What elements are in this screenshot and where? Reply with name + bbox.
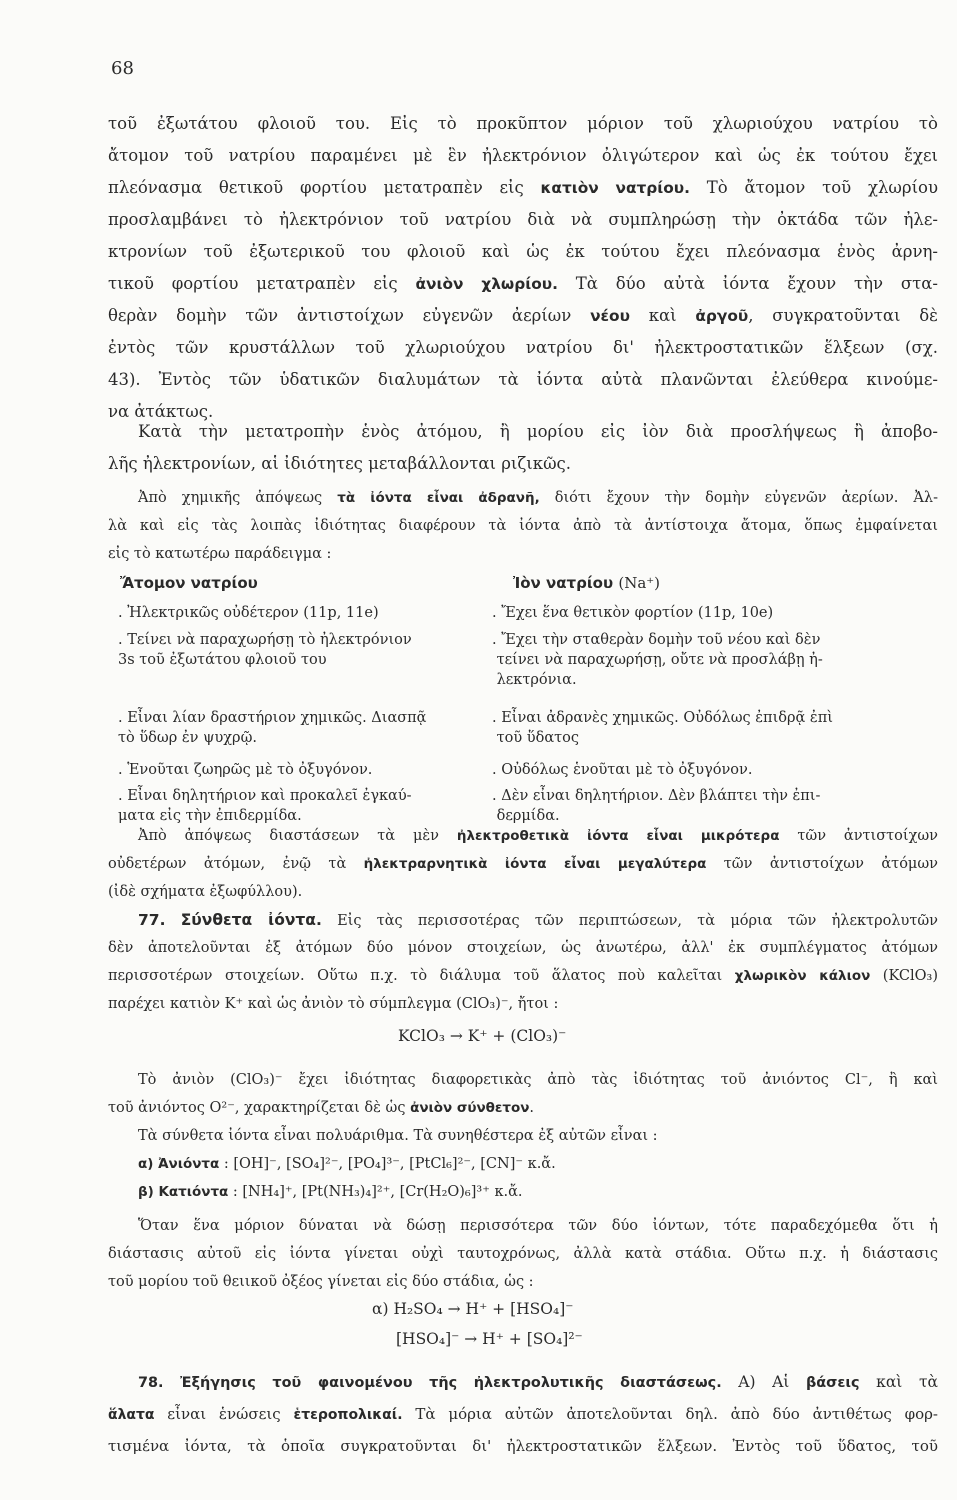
text-line: (ἰδὲ σχήματα ἐξωφύλλου). [108, 884, 303, 900]
text-line: ἄτομον τοῦ νατρίου παραμένει μὲ ἓν ἠλεκτρόνιον ὀλιγώτερον καὶ ὡς ἐκ τούτου ἔχει [108, 146, 938, 165]
text-line: ἅλατα εἶναι ἑνώσεις ἑτεροπολικαί. Τὰ μόρια αὐτῶν ἀποτελοῦνται δηλ. ἀπὸ δύο ἀντιθέτως φορ- [108, 1405, 938, 1423]
text-line: τικοῦ φορτίου μετατραπὲν εἰς ἀνιὸν χλωρίου. Τὰ δύο αὐτὰ ἰόντα ἔχουν τὴν στα- [108, 274, 938, 293]
text-line: παρέχει κατιὸν K⁺ καὶ ὡς ἀνιὸν τὸ σύμπλεγμα (ClO₃)⁻, ἤτοι : [108, 996, 559, 1012]
ion-row-1: . Ἔχει ἕνα θετικὸν φορτίον (11p, 10e) [492, 605, 774, 621]
text-line: οὐδετέρων ἀτόμων, ἐνῷ τὰ ἠλεκτραρνητικὰ ἰόντα εἶναι μεγαλύτερα τῶν ἀντιστοίχων ἀτόμων [108, 856, 938, 872]
text-line: να ἀτάκτως. [108, 402, 214, 421]
section-77-number: 77. [138, 911, 166, 929]
atom-row-2: . Τείνει νὰ παραχωρήσῃ τὸ ἠλεκτρόνιον 3s τοῦ ἐξωτάτου φλοιοῦ του [118, 632, 412, 668]
paragraph-chemical-view [108, 484, 938, 568]
section-78-number: 78. [138, 1375, 164, 1391]
text-line: προσλαμβάνει τὸ ἠλεκτρόνιον τοῦ νατρίου διὰ νὰ συμπληρώσῃ τὴν ὀκτάδα τῶν ἠλε- [108, 210, 938, 229]
section-77-title: Σύνθετα ἰόντα. [180, 911, 322, 929]
atom-row-5: . Εἶναι δηλητήριον καὶ προκαλεῖ ἐγκαύ- ματα εἰς τὴν ἐπιδερμίδα. [118, 788, 412, 824]
atom-row-1: . Ἠλεκτρικῶς οὐδέτερον (11p, 11e) [118, 605, 379, 621]
ion-row-2: . Ἔχει τὴν σταθερὰν δομὴν τοῦ νέου καὶ δὲν τείνει νὰ παραχωρήσῃ, οὔτε νὰ προσλάβῃ ἠ- λεκτρόνια. [492, 632, 823, 688]
text-line: Ἀπὸ ἀπόψεως διαστάσεων τὰ μὲν ἠλεκτροθετικὰ ἰόντα εἶναι μικρότερα τῶν ἀντιστοίχων [138, 828, 938, 844]
term-sodium-cation: κατιὸν νατρίου. [540, 179, 690, 197]
text-line: λῆς ἠλεκτρονίων, αἱ ἰδιότητες μεταβάλλονται ριζικῶς. [108, 454, 572, 473]
section-77-continued [108, 1066, 938, 1206]
text-line: ἐντὸς τῶν κρυστάλλων τοῦ χλωριούχου νατρίου δι' ἠλεκτροστατικῶν ἕλξεων (σχ. [108, 338, 938, 357]
text-line: 43). Ἐντὸς τῶν ὑδατικῶν διαλυμάτων τὰ ἰόντα αὐτὰ πλανῶνται ἐλεύθερα κινούμε- [108, 370, 938, 389]
text-line: δὲν ἀποτελοῦνται ἐξ ἀτόμων δύο μόνον στοιχείων, ὡς ἀνωτέρω, ἀλλ' ἐκ συμπλέγματος ἀτόμων [108, 940, 938, 956]
ion-row-5: . Δὲν εἶναι δηλητήριον. Δὲν βλάπτει τὴν ἐπι- δερμίδα. [492, 788, 821, 824]
text-line: θερὰν δομὴν τῶν ἀντιστοίχων εὐγενῶν ἀερίων νέου καὶ ἀργοῦ, συγκρατοῦνται δὲ [108, 306, 938, 325]
paragraph-ion-size [108, 822, 938, 906]
text-line: πλεόνασμα θετικοῦ φορτίου μετατραπὲν εἰς κατιὸν νατρίου. Τὸ ἄτομον τοῦ χλωρίου [108, 178, 938, 197]
text-line: κτρονίων τοῦ ἐξωτερικοῦ του φλοιοῦ καὶ ὡς ἐκ τούτου ἔχει πλεόνασμα ἑνὸς ἀρνη- [108, 242, 938, 261]
table-header-atom: Ἄτομον νατρίου [120, 574, 258, 592]
text-line: Ὅταν ἕνα μόριον δύναται νὰ δώσῃ περισσότερα τῶν δύο ἰόντων, τότε παραδεχόμεθα ὅτι ἡ [138, 1218, 938, 1234]
text-line: τοῦ ἀνιόντος O²⁻, χαρακτηρίζεται δὲ ὡς ἀνιὸν σύνθετον. [108, 1100, 535, 1116]
section-78 [108, 1366, 938, 1462]
text-line: τοῦ μορίου τοῦ θειικοῦ ὀξέος γίνεται εἰς δύο στάδια, ὡς : [108, 1274, 534, 1290]
text-line: Ἀπὸ χημικῆς ἀπόψεως τὰ ἰόντα εἶναι ἀδρανῆ, διότι ἔχουν τὴν δομὴν εὐγενῶν ἀερίων. Ἀλ- [138, 490, 938, 506]
ion-row-4: . Οὐδόλως ἑνοῦται μὲ τὸ ὀξυγόνον. [492, 762, 753, 778]
ion-row-3: . Εἶναι ἀδρανὲς χημικῶς. Οὐδόλως ἐπιδρᾷ ἐπὶ τοῦ ὕδατος [492, 710, 833, 746]
page-number: 68 [111, 58, 134, 79]
section-77-heading-line: 77. Σύνθετα ἰόντα. Εἰς τὰς περισσοτέρας τῶν περιπτώσεων, τὰ μόρια τῶν ἠλεκτρολυτῶν [138, 911, 938, 929]
equation-h2so4-step1: α) H₂SO₄ → H⁺ + [HSO₄]⁻ [372, 1300, 574, 1318]
text-line: λὰ καὶ εἰς τὰς λοιπὰς ἰδιότητας διαφέρουν τὰ ἰόντα ἀπὸ τὰ ἀντίστοιχα ἄτομα, ὅπως ἐμφαίνεται [108, 518, 938, 534]
text-line: Τὸ ἀνιὸν (ClO₃)⁻ ἔχει ἰδιότητας διαφορετικὰς ἀπὸ τὰς ἰδιότητας τοῦ ἀνιόντος Cl⁻, ἢ καὶ [138, 1072, 938, 1088]
atom-row-3: . Εἶναι λίαν δραστήριον χημικῶς. Διασπᾷ τὸ ὕδωρ ἐν ψυχρῷ. [118, 710, 427, 746]
text-line: τισμένα ἰόντα, τὰ ὁποῖα συγκρατοῦνται δι' ἠλεκτροστατικῶν ἕλξεων. Ἐντὸς τοῦ ὕδατος, τοῦ [108, 1437, 938, 1455]
anions-line: α) Ἀνιόντα : [OH]⁻, [SO₄]²⁻, [PO₄]³⁻, [PtCl₆]²⁻, [CN]⁻ κ.ἄ. [138, 1156, 556, 1172]
equation-h2so4-step2: [HSO₄]⁻ → H⁺ + [SO₄]²⁻ [396, 1330, 583, 1348]
text-line: Τὰ σύνθετα ἰόντα εἶναι πολυάριθμα. Τὰ συνηθέστερα ἐξ αὐτῶν εἶναι : [138, 1128, 658, 1144]
cations-line: β) Κατιόντα : [NH₄]⁺, [Pt(NH₃)₄]²⁺, [Cr(H₂O)₆]³⁺ κ.ἄ. [138, 1184, 523, 1200]
table-header-ion: Ἰὸν νατρίου (Na⁺) [513, 574, 661, 592]
text-line: Κατὰ τὴν μετατροπὴν ἑνὸς ἀτόμου, ἢ μορίου εἰς ἰὸν διὰ προσλήψεως ἢ ἀποβο- [138, 422, 938, 441]
text-line: τοῦ ἐξωτάτου φλοιοῦ του. Εἰς τὸ προκῦπτον μόριον τοῦ χλωριούχου νατρίου τὸ [108, 114, 938, 133]
paragraph-sodium-chloride [108, 108, 938, 428]
term-chloride-anion: ἀνιὸν χλωρίου. [415, 275, 558, 293]
equation-kclo3: KClO₃ → K⁺ + (ClO₃)⁻ [398, 1027, 567, 1045]
section-78-heading-line: 78. Ἐξήγησις τοῦ φαινομένου τῆς ἠλεκτρολυτικῆς διαστάσεως. Α) Αἱ βάσεις καὶ τὰ [138, 1373, 938, 1391]
text-line: περισσοτέρων στοιχείων. Οὕτω π.χ. τὸ διάλυμα τοῦ ἅλατος ποὺ καλεῖται χλωρικὸν κάλιον (KClO₃) [108, 968, 938, 984]
section-78-title: Ἐξήγησις τοῦ φαινομένου τῆς ἠλεκτρολυτικῆς διαστάσεως. [180, 1375, 722, 1391]
paragraph-ion-properties [108, 416, 938, 480]
paragraph-stepwise-dissociation [108, 1212, 938, 1296]
text-line: διάστασις αὐτοῦ εἰς ἰόντα γίνεται οὐχὶ ταυτοχρόνως, ἀλλὰ κατὰ στάδια. Οὕτω π.χ. ἡ διάστασις [108, 1246, 938, 1262]
text-line: εἰς τὸ κατωτέρω παράδειγμα : [108, 546, 332, 562]
atom-row-4: . Ἑνοῦται ζωηρῶς μὲ τὸ ὀξυγόνον. [118, 762, 373, 778]
section-77 [108, 906, 938, 1018]
